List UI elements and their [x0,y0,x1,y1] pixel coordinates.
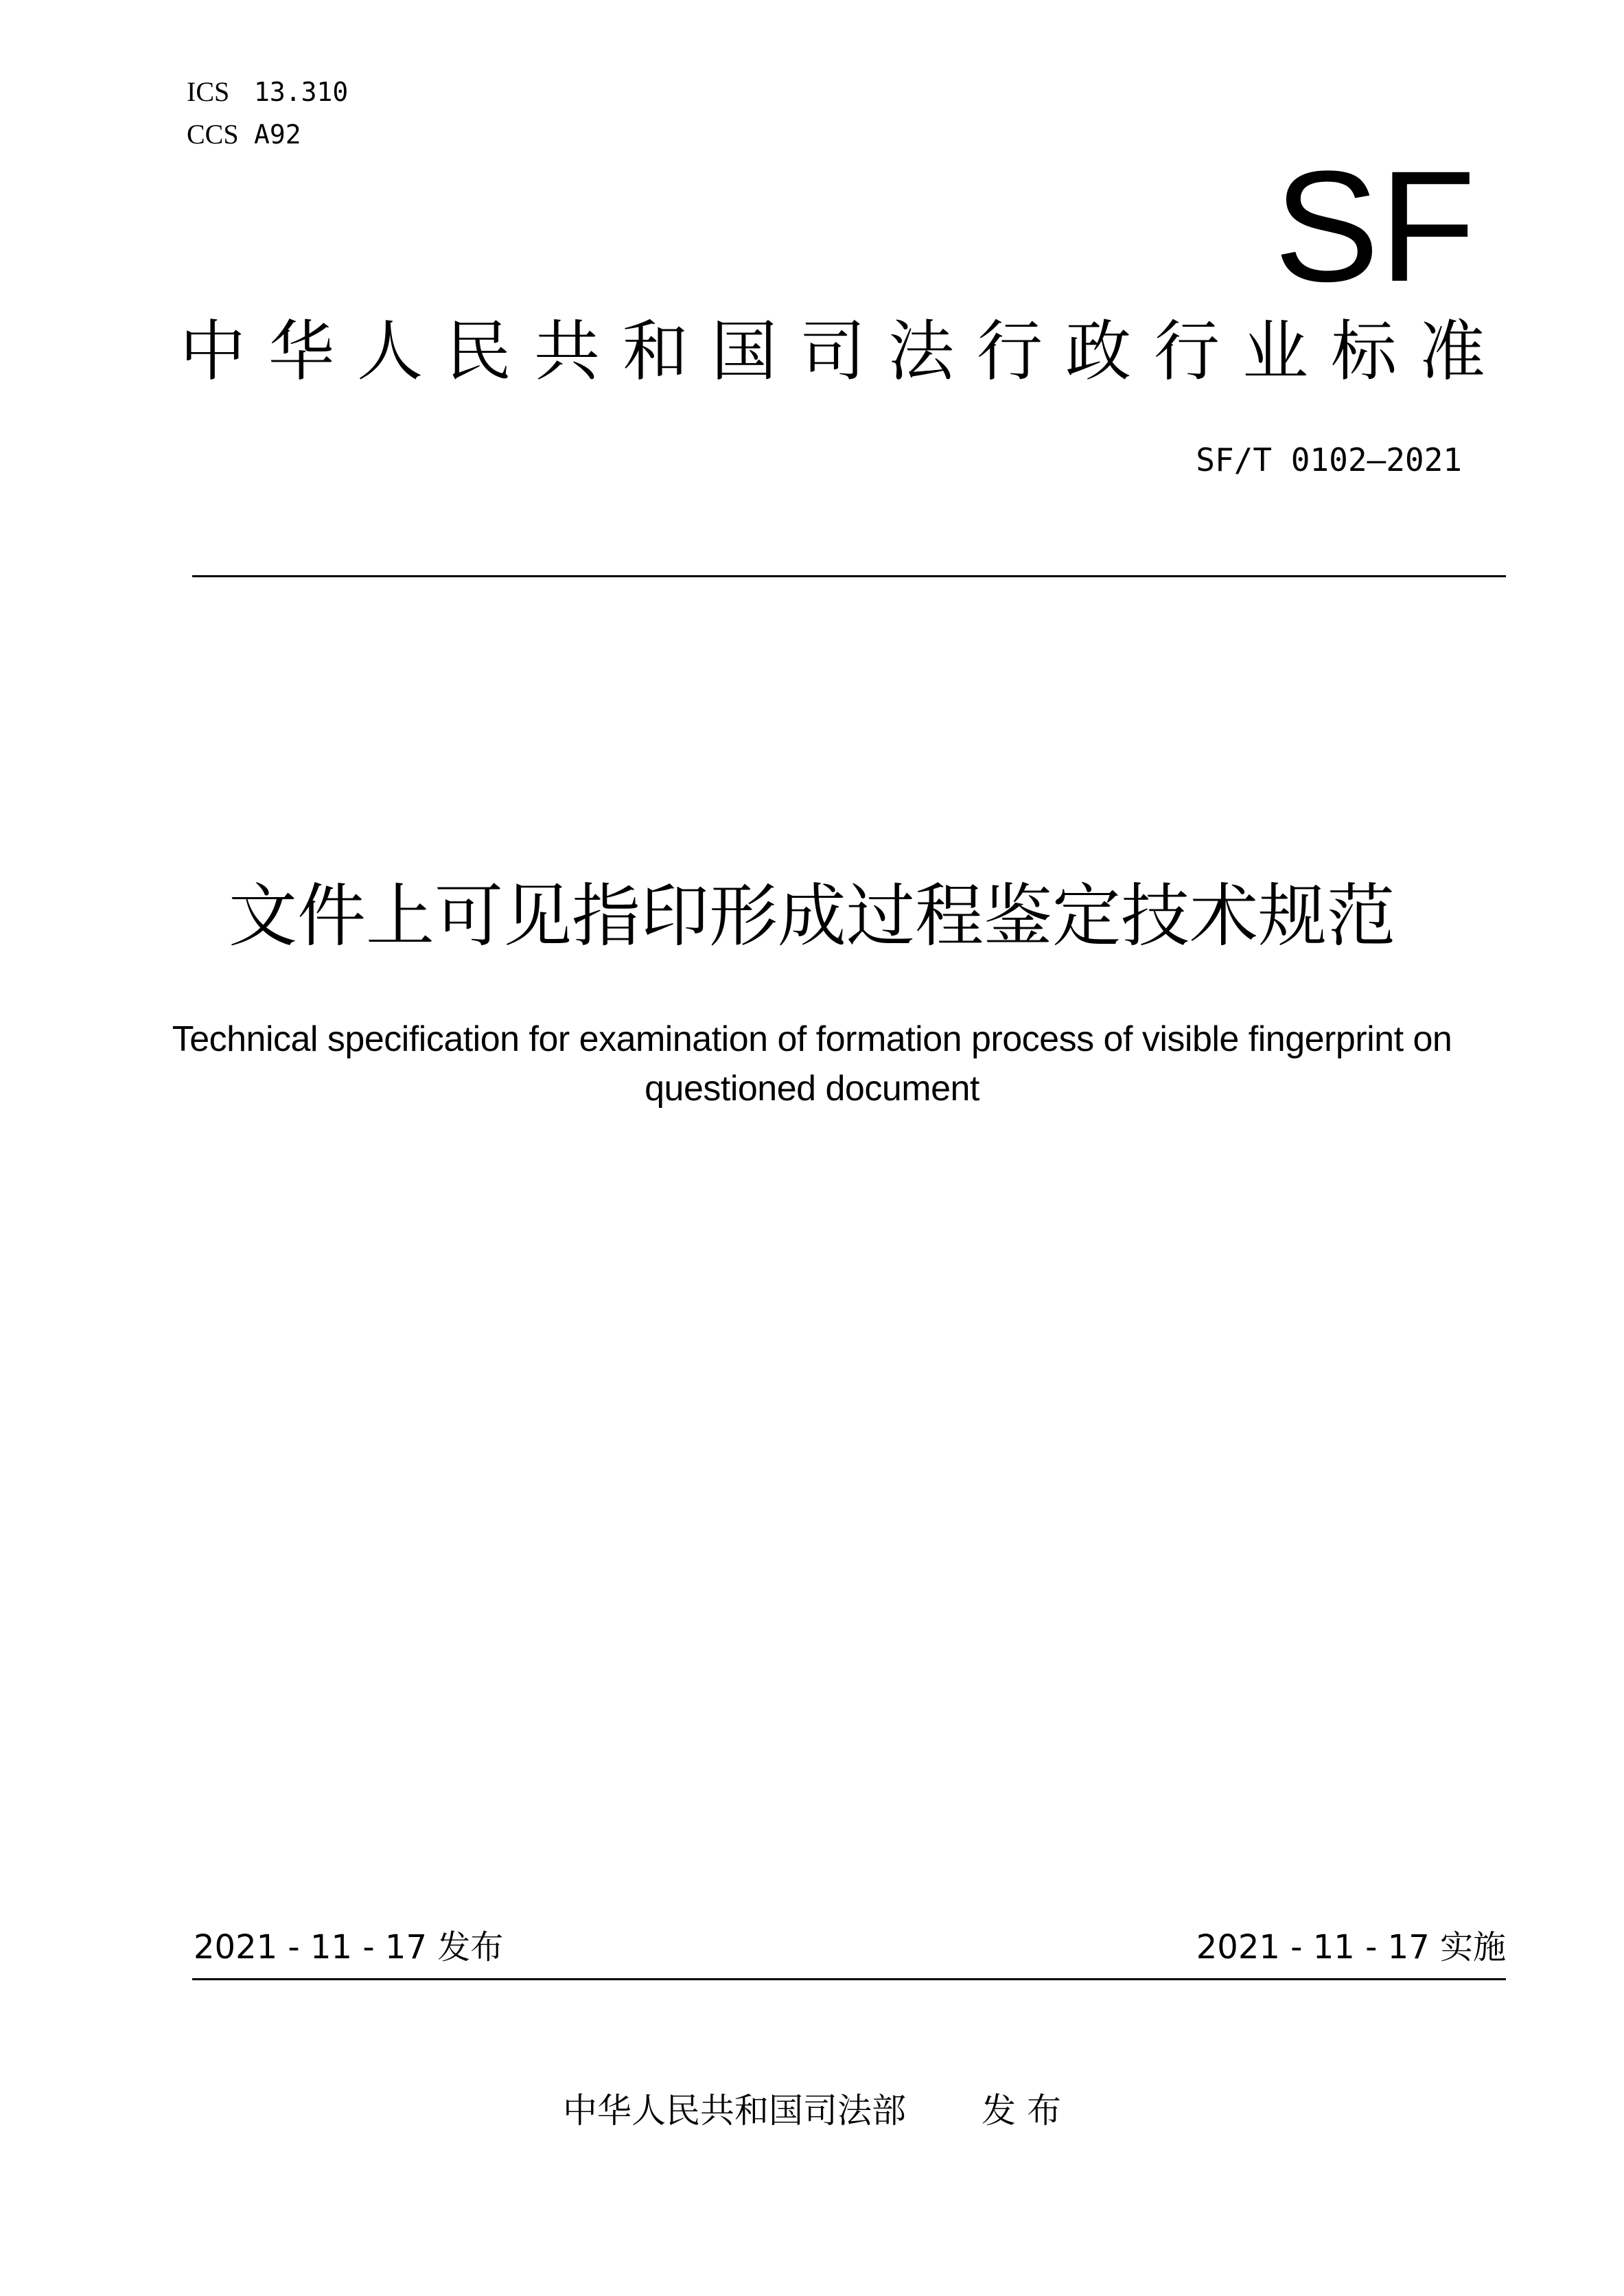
publisher-name: 中华人民共和国司法部 [563,2091,907,2131]
issue-date: 2021 - 11 - 17 发布 [194,1928,504,1967]
standard-number: SF/T 0102—2021 [1196,441,1462,478]
sf-logo: SF [1274,138,1476,314]
ccs-code [187,118,301,151]
title-chinese: 文件上可见指印形成过程鉴定技术规范 [229,876,1395,956]
ics-label: ICS [187,76,230,107]
ccs-label: CCS [187,119,239,150]
ics-value: 13.310 [254,77,349,107]
effective-date: 2021 - 11 - 17 实施 [1196,1928,1506,1967]
top-divider [192,575,1506,577]
publisher-line [0,2087,1624,2135]
publisher-action: 发 布 [982,2091,1061,2131]
title-english: Technical specification for examination of formation process of visible fingerprint on questioned document [172,1019,1452,1109]
standard-category: 中华人民共和国司法行政行业标准 [180,313,1508,390]
ics-code [187,76,348,108]
ccs-value: A92 [254,119,301,150]
bottom-divider [192,1978,1506,1980]
